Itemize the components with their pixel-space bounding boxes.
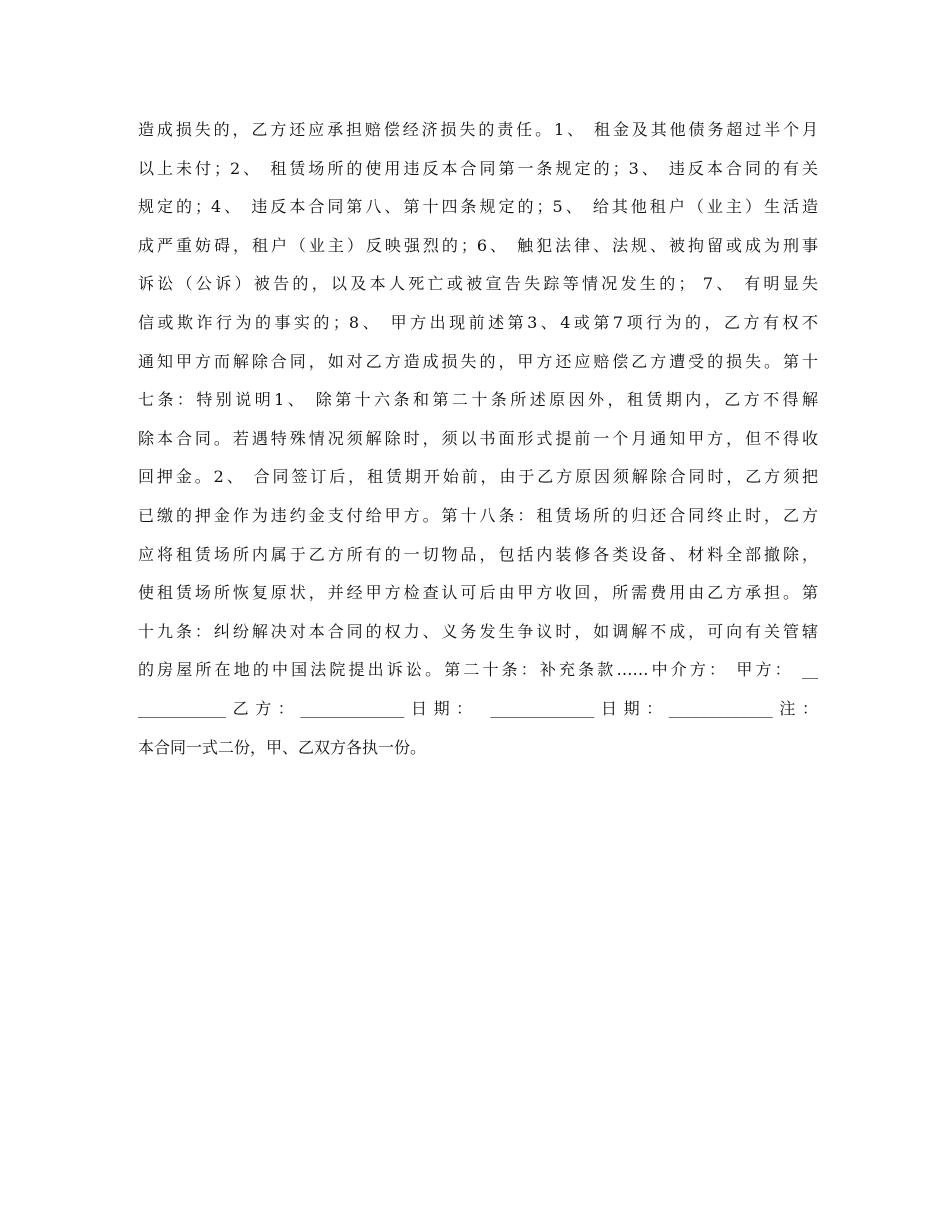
paragraph-line: 应将租赁场所内属于乙方所有的一切物品，包括内装修各类设备、材料全部撤除，: [138, 545, 818, 564]
paragraph-line: 十九条：纠纷解决对本合同的权力、义务发生争议时，如调解不成，可向有关管辖: [138, 622, 818, 641]
paragraph-line: 除本合同。若遇特殊情况须解除时，须以书面形式提前一个月通知甲方，但不得收: [138, 429, 818, 448]
paragraph-line: 造成损失的，乙方还应承担赔偿经济损失的责任。1、 租金及其他债务超过半个月: [138, 120, 818, 139]
paragraph-line: 规定的；4、 违反本合同第八、第十四条规定的；5、 给其他租户（业主）生活造: [138, 197, 818, 216]
paragraph-line: 七条：特别说明1、 除第十六条和第二十条所述原因外，租赁期内，乙方不得解: [138, 390, 818, 409]
paragraph-line: 诉讼（公诉）被告的，以及本人死亡或被宣告失踪等情况发生的； 7、 有明显失: [138, 274, 818, 293]
signature-blanks-line: ___________乙方：_____________日期： _____________日期：_____________注：: [138, 699, 818, 718]
paragraph-line: 以上未付；2、 租赁场所的使用违反本合同第一条规定的；3、 违反本合同的有关: [138, 159, 818, 178]
paragraph-line: 成严重妨碍，租户（业主）反映强烈的；6、 触犯法律、法规、被拘留或成为刑事: [138, 236, 818, 255]
paragraph-line: 信或欺诈行为的事实的；8、 甲方出现前述第3、4或第7项行为的，乙方有权不: [138, 313, 818, 332]
paragraph-line: 回押金。2、 合同签订后，租赁期开始前，由于乙方原因须解除合同时，乙方须把: [138, 467, 818, 486]
paragraph-line: 的房屋所在地的中国法院提出诉讼。第二十条：补充条款……中介方： 甲方： __: [138, 660, 818, 679]
paragraph-line: 已缴的押金作为违约金支付给甲方。第十八条：租赁场所的归还合同终止时，乙方: [138, 506, 818, 525]
paragraph-line: 使租赁场所恢复原状，并经甲方检查认可后由甲方收回，所需费用由乙方承担。第: [138, 583, 818, 602]
paragraph-line: 本合同一式二份，甲、乙双方各执一份。: [138, 738, 427, 757]
paragraph-line: 通知甲方而解除合同，如对乙方造成损失的，甲方还应赔偿乙方遭受的损失。第十: [138, 352, 818, 371]
